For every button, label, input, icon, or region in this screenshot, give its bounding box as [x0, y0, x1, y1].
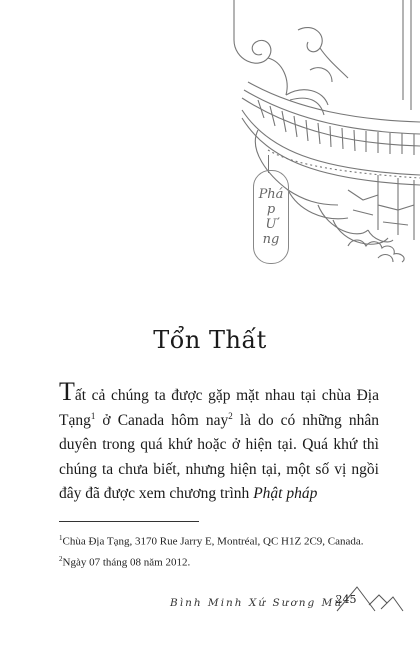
chapter-title: Tổn Thất — [153, 326, 267, 354]
drop-cap: T — [59, 377, 75, 406]
body-text-segment: ất cả chúng ta được gặp mặt nhau tại chùa Địa Tạng — [59, 387, 379, 429]
footnote-ref[interactable]: 2 — [228, 410, 233, 421]
footnote-text: Chùa Địa Tạng, 3170 Rue Jarry E, Montréal, QC H1Z 2C9, Canada. — [62, 535, 364, 548]
footnote-ref[interactable]: 1 — [90, 410, 96, 421]
footnote-divider — [59, 521, 199, 522]
footnote — [59, 552, 379, 570]
footnote-text: Ngày 07 tháng 08 năm 2012. — [62, 556, 191, 569]
seal-char: p — [266, 202, 276, 217]
body-text-segment: ở Canada hôm nay — [95, 411, 229, 429]
page-number: 245 — [335, 593, 357, 606]
seal-char: ng — [262, 232, 280, 247]
body-paragraph — [59, 377, 379, 507]
seal-char: Ư — [265, 217, 277, 232]
body-text-segment: là do có những nhân duyên trong quá khứ hoặc ở hiện tại. Quá khứ thì chúng ta chưa biết, nhưng hiện tại, một số vị ngồi đây đã được xem chương trình — [59, 411, 379, 502]
phap-ung-seal — [253, 170, 289, 264]
footnote-number: 1 — [59, 534, 63, 542]
italic-title: Phật pháp — [253, 485, 318, 502]
footnote-number: 2 — [59, 555, 63, 563]
seal-char: Phá — [258, 187, 284, 202]
running-head: Bình Minh Xứ Sương Mù — [170, 597, 344, 609]
footnote — [59, 531, 379, 549]
